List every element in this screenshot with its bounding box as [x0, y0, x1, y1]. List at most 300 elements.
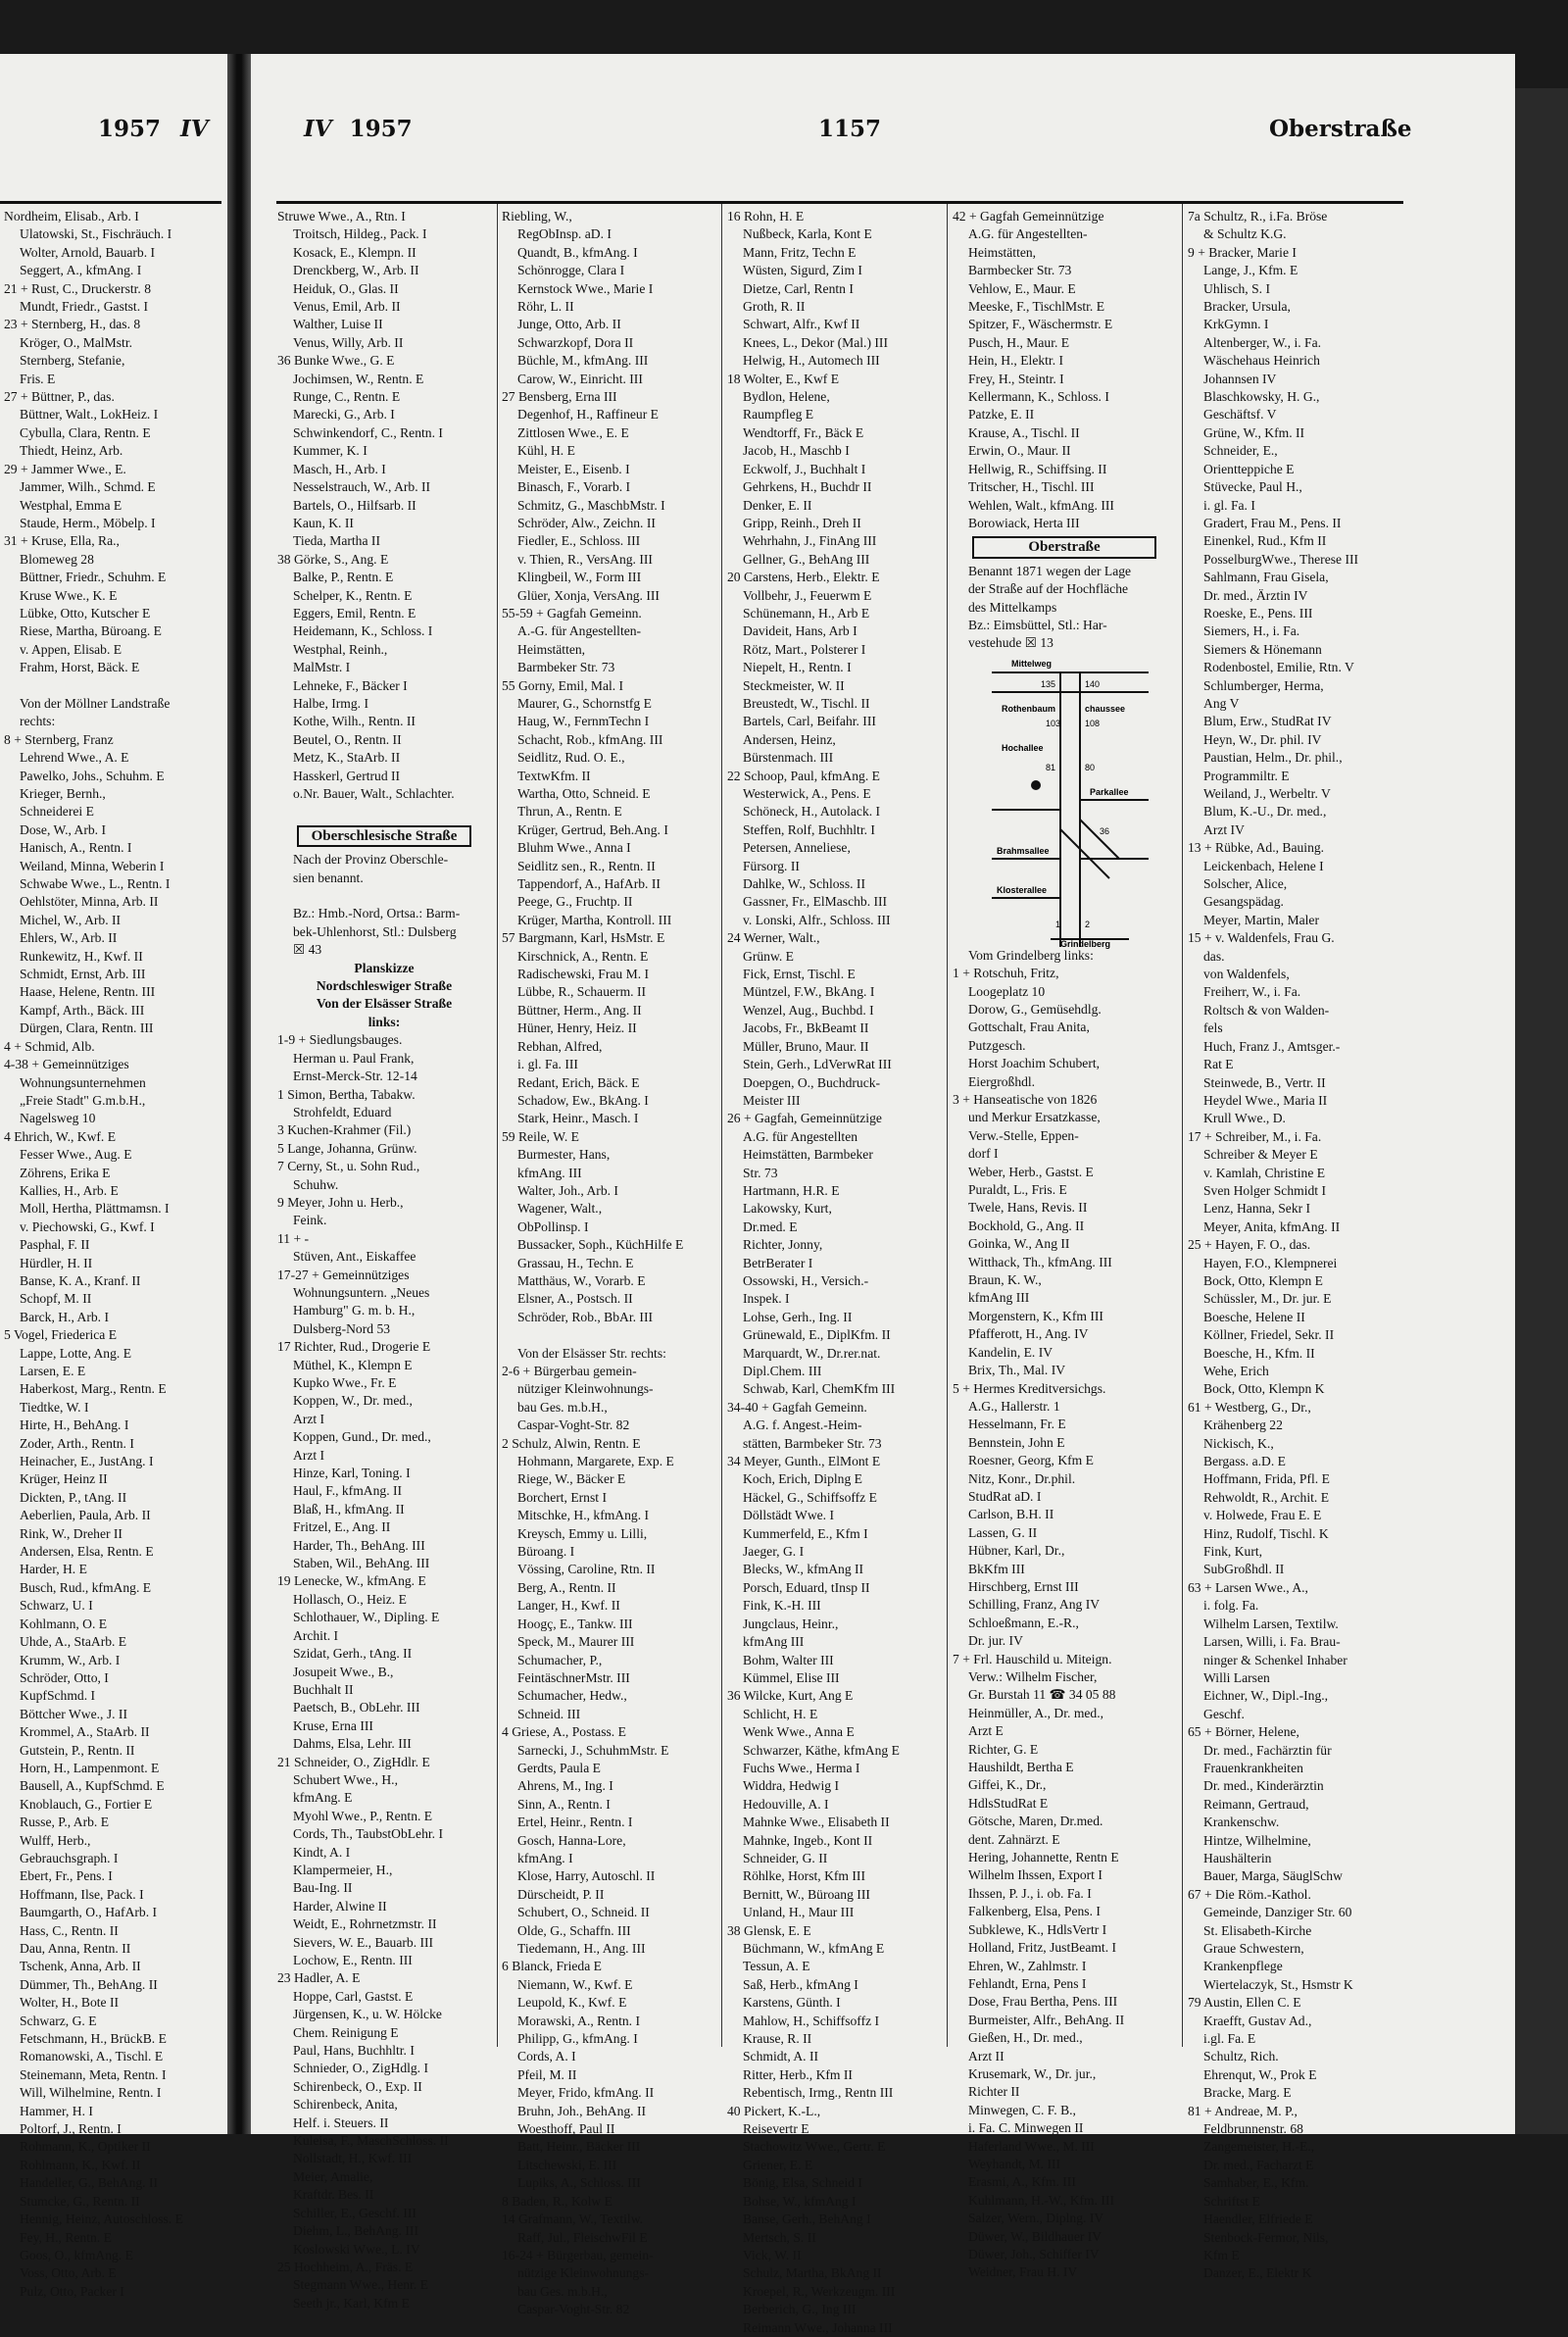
directory-entry: Krankenpflege	[1203, 1959, 1283, 1974]
directory-entry: Schadow, Ew., BkAng. I	[517, 1092, 649, 1108]
directory-entry: Dose, W., Arb. I	[20, 821, 106, 837]
directory-entry: 3 Kuchen-Krahmer (Fil.)	[277, 1122, 412, 1138]
directory-entry: Halbe, Irmg. I	[293, 695, 369, 711]
directory-entry: Walther, Luise II	[293, 317, 383, 332]
directory-entry: Koppen, W., Dr. med.,	[293, 1393, 413, 1409]
directory-entry: Rat E	[1203, 1057, 1234, 1072]
directory-entry: Leupold, K., Kwf. E	[517, 1995, 627, 2011]
directory-entry: Herman u. Paul Frank,	[293, 1050, 415, 1066]
directory-entry: Petersen, Anneliese,	[743, 840, 851, 856]
directory-entry: Vollbehr, J., Feuerwm E	[743, 587, 872, 603]
directory-entry: Dr. med., Fachärztin für	[1203, 1742, 1332, 1758]
directory-entry: Helf. i. Steuers. II	[293, 2114, 389, 2130]
directory-entry: Büttner, Walt., LokHeiz. I	[20, 407, 159, 423]
directory-entry: Schloeßmann, E.-R.,	[968, 1615, 1079, 1630]
directory-entry: Walter, Joh., Arb. I	[517, 1182, 618, 1198]
directory-entry: 16-24 + Bürgerbau, gemein-	[502, 2247, 654, 2262]
map-street-line	[1060, 829, 1109, 878]
directory-entry: Horst Joachim Schubert,	[968, 1056, 1101, 1071]
directory-entry: Cords, Th., TaubstObLehr. I	[293, 1826, 443, 1842]
directory-entry: 3 + Hanseatische von 1826	[953, 1092, 1098, 1107]
directory-entry: Wäschehaus Heinrich	[1203, 353, 1320, 369]
directory-entry: Heimstätten,	[517, 641, 586, 657]
directory-entry: Koslowski Wwe., L. IV	[293, 2241, 420, 2257]
directory-entry: Bau-Ing. II	[293, 1880, 353, 1896]
column-divider	[497, 204, 498, 2047]
directory-entry: Ahrens, M., Ing. I	[517, 1778, 613, 1794]
directory-entry: Ossowski, H., Versich.-	[743, 1272, 869, 1288]
directory-entry: Bz.: Hmb.-Nord, Ortsa.: Barm-	[293, 906, 461, 921]
directory-entry: Heinacher, E., JustAng. I	[20, 1454, 154, 1469]
directory-column-4	[953, 208, 1176, 2280]
directory-entry: Boesche, H., Kfm. II	[1203, 1345, 1315, 1361]
directory-entry: Niemann, W., Kwf. E	[517, 1976, 633, 1992]
directory-entry: Kellermann, K., Schloss. I	[968, 389, 1109, 405]
directory-entry: Fetschmann, H., BrückB. E	[20, 2031, 167, 2047]
directory-entry: Hinze, Karl, Toning. I	[293, 1466, 411, 1481]
directory-entry: Schneiderei E	[20, 804, 94, 820]
directory-entry: Horn, H., Lampenmont. E	[20, 1760, 160, 1775]
directory-entry: Sarnecki, J., SchuhmMstr. E	[517, 1742, 669, 1758]
directory-entry: Ritter, Herb., Kfm II	[743, 2066, 853, 2082]
directory-entry: Philipp, G., kfmAng. I	[517, 2031, 638, 2047]
directory-entry: Ehrenqut, W., Prok E	[1203, 2066, 1317, 2082]
directory-entry: Schwab, Karl, ChemKfm III	[743, 1381, 896, 1397]
directory-entry: Büttner, Herm., Ang. II	[517, 1002, 642, 1018]
directory-entry: Bracker, Ursula,	[1203, 299, 1291, 315]
directory-entry: Mann, Fritz, Techn E	[743, 244, 857, 260]
directory-entry: Müthel, K., Klempn E	[293, 1357, 413, 1372]
directory-entry: Grüne, W., Kfm. II	[1203, 424, 1305, 440]
directory-entry: Gehrkens, H., Buchdr II	[743, 479, 872, 495]
directory-entry: Morgenstern, K., Kfm III	[968, 1308, 1103, 1323]
directory-entry: Stachowitz Wwe., Gertr. E	[743, 2139, 886, 2155]
directory-entry: Meier, Amalie,	[293, 2168, 373, 2184]
directory-entry: Wolter, H., Bote II	[20, 1995, 120, 2011]
directory-entry: Fehlandt, Erna, Pens I	[968, 1975, 1087, 1991]
directory-entry: 17 Richter, Rud., Drogerie E	[277, 1339, 431, 1355]
directory-entry: Gassner, Fr., ElMaschb. III	[743, 894, 888, 910]
directory-entry: Einenkel, Rud., Kfm II	[1203, 533, 1327, 549]
directory-entry: Müller, Bruno, Maur. II	[743, 1038, 869, 1054]
directory-entry: Tritscher, H., Tischl. III	[968, 479, 1095, 495]
directory-entry: Tieda, Martha II	[293, 533, 380, 549]
directory-entry: Nickisch, K.,	[1203, 1435, 1274, 1451]
directory-entry: Fick, Ernst, Tischl. E	[743, 967, 856, 982]
directory-entry: Hayen, F.O., Klempnerei	[1203, 1255, 1338, 1270]
directory-entry: Fey, H., Rentn. E	[20, 2229, 112, 2245]
directory-entry: 5 + Hermes Kreditversichgs.	[953, 1380, 1106, 1396]
directory-entry: Schmidt, A. II	[743, 2049, 819, 2064]
directory-entry: Tiedemann, H., Ang. III	[517, 1941, 646, 1956]
directory-entry: Rodenbostel, Emilie, Rtn. V	[1203, 660, 1354, 675]
directory-entry: Krommel, A., StaArb. II	[20, 1724, 150, 1740]
directory-entry: Danzer, E., Elektr K	[1203, 2265, 1312, 2281]
directory-entry: StudRat aD. I	[968, 1488, 1042, 1504]
directory-entry: Kallies, H., Arb. E	[20, 1182, 119, 1198]
directory-entry: Berg, A., Rentn. II	[517, 1579, 616, 1595]
directory-entry: Freiherr, W., i. Fa.	[1203, 984, 1301, 1000]
directory-entry: 13 + Rübke, Ad., Bauing.	[1188, 840, 1325, 856]
directory-entry: Schwarzer, Käthe, kfmAng E	[743, 1742, 900, 1758]
directory-entry: Staude, Herm., Möbelp. I	[20, 515, 156, 530]
directory-entry: Hoffmann, Ilse, Pack. I	[20, 1886, 144, 1902]
directory-entry: Haushälterin	[1203, 1850, 1272, 1865]
directory-entry: Fink, Kurt,	[1203, 1544, 1263, 1560]
map-street-label: Grindelberg	[1060, 938, 1111, 949]
directory-entry: Bruhn, Joh., BehAng. II	[517, 2103, 647, 2118]
directory-entry: Riese, Martha, Büroang. E	[20, 623, 162, 639]
map-street-label: Rothenbaum	[1002, 703, 1055, 714]
directory-entry: Inspek. I	[743, 1291, 790, 1307]
directory-entry: 29 + Jammer Wwe., E.	[4, 461, 126, 476]
directory-entry: Kühl, H. E	[517, 443, 575, 459]
map-street-label: Brahmsallee	[997, 845, 1050, 856]
directory-entry: BetrBerater I	[743, 1255, 813, 1270]
directory-entry: Doepgen, O., Buchdruck-	[743, 1074, 881, 1090]
directory-entry: Lupiks, A., Schloss. III	[517, 2175, 641, 2191]
directory-entry: Röhlke, Horst, Kfm III	[743, 1868, 865, 1884]
directory-entry: Hering, Johannette, Rentn E	[968, 1850, 1119, 1865]
directory-entry: Carow, W., Einricht. III	[517, 371, 643, 386]
directory-entry: Borchert, Ernst I	[517, 1489, 607, 1505]
directory-entry: 24 Werner, Walt.,	[727, 930, 820, 946]
directory-entry: 18 Wolter, E., Kwf E	[727, 371, 840, 386]
directory-entry: Patzke, E. II	[968, 407, 1035, 423]
directory-entry: Schlothauer, W., Dipling. E	[293, 1610, 440, 1625]
directory-entry: Verw.-Stelle, Eppen-	[968, 1127, 1079, 1143]
right-header-rule	[276, 201, 1403, 204]
directory-entry: 23 + Sternberg, H., das. 8	[4, 317, 141, 332]
directory-entry: Dulsberg-Nord 53	[293, 1320, 391, 1336]
directory-entry: 5 Lange, Johanna, Grünw.	[277, 1140, 417, 1156]
directory-entry: Wenk Wwe., Anna E	[743, 1724, 855, 1740]
directory-entry: Quandt, B., kfmAng. I	[517, 244, 638, 260]
directory-entry: 21 Schneider, O., ZigHdlr. E	[277, 1754, 430, 1769]
directory-entry: Bluhm Wwe., Anna I	[517, 840, 631, 856]
directory-entry: Schlicht, H. E	[743, 1706, 818, 1721]
directory-entry: 57 Bargmann, Karl, HsMstr. E	[502, 930, 665, 946]
directory-entry: 65 + Börner, Helene,	[1188, 1724, 1299, 1740]
directory-entry: Blomeweg 28	[20, 551, 94, 567]
directory-entry: Putzgesch.	[968, 1037, 1026, 1053]
directory-entry: Schröder, Rob., BbAr. III	[517, 1309, 654, 1324]
directory-entry: Schirenbeck, Anita,	[293, 2097, 398, 2113]
directory-entry: Wagener, Walt.,	[517, 1201, 603, 1217]
directory-entry: Mahnke, Ingeb., Kont II	[743, 1832, 873, 1848]
directory-entry: Seidlitz sen., R., Rentn. II	[517, 858, 656, 873]
directory-entry: Steinwede, B., Vertr. II	[1203, 1074, 1326, 1090]
directory-entry: Dümmer, Th., BehAng. II	[20, 1976, 158, 1992]
directory-entry: Arzt IV	[1203, 821, 1245, 837]
directory-entry: Fris. E	[20, 371, 56, 386]
directory-column-3	[727, 208, 941, 2335]
directory-entry: Weber, Herb., Gastst. E	[968, 1164, 1094, 1179]
directory-entry: Redant, Erich, Bäck. E	[517, 1074, 640, 1090]
directory-entry: v. Piechowski, G., Kwf. I	[20, 1218, 155, 1234]
directory-entry: Roeske, E., Pens. III	[1203, 605, 1313, 621]
directory-entry: Tappendorf, A., HafArb. II	[517, 876, 661, 892]
directory-entry: Brix, Th., Mal. IV	[968, 1363, 1066, 1378]
directory-entry: Fiedler, E., Schloss. III	[517, 533, 641, 549]
directory-entry: Nordheim, Elisab., Arb. I	[4, 209, 139, 224]
directory-entry: Koch, Erich, Diplng E	[743, 1471, 862, 1487]
directory-entry: Woesthoff, Paul II	[517, 2121, 615, 2137]
directory-entry: Arzt I	[293, 1447, 325, 1463]
directory-entry: Banse, K. A., Kranf. II	[20, 1272, 141, 1288]
directory-entry: 19 Lenecke, W., kfmAng. E	[277, 1573, 426, 1589]
directory-entry: 40 Pickert, K.-L.,	[727, 2103, 821, 2118]
directory-entry: Braun, K. W.,	[968, 1272, 1042, 1288]
directory-entry: Altenberger, W., i. Fa.	[1203, 334, 1322, 350]
directory-entry: Gosch, Hanna-Lore,	[517, 1832, 626, 1848]
directory-entry: A.-G. für Angestellten-	[517, 623, 642, 639]
directory-entry: 9 + Bracker, Marie I	[1188, 244, 1297, 260]
directory-entry: BkKfm III	[968, 1561, 1025, 1576]
directory-entry: Glüer, Xonja, VersAng. III	[517, 587, 660, 603]
directory-entry: Tschenk, Anna, Arb. II	[20, 1959, 141, 1974]
directory-entry: Kruse, Erna III	[293, 1717, 373, 1733]
directory-entry: Vössing, Caroline, Rtn. II	[517, 1562, 656, 1577]
directory-entry: Düwer, Joh., Schiffer IV	[968, 2247, 1100, 2262]
directory-entry: Morawski, A., Rentn. I	[517, 2013, 640, 2028]
directory-entry: v. Appen, Elisab. E	[20, 641, 122, 657]
directory-entry: Lehrend Wwe., A. E	[20, 750, 129, 766]
directory-entry: 7a Schultz, R., i.Fa. Bröse	[1188, 209, 1328, 224]
directory-entry: stätten, Barmbeker Str. 73	[743, 1435, 882, 1451]
directory-entry: Matthäus, W., Vorarb. E	[517, 1272, 646, 1288]
directory-entry: Weidner, Frau H. IV	[968, 2264, 1078, 2280]
directory-entry: Schelper, K., Rentn. E	[293, 587, 413, 603]
directory-entry: 2-6 + Bürgerbau gemein-	[502, 1364, 637, 1378]
directory-entry: fels	[1203, 1020, 1223, 1036]
directory-entry: Roltsch & von Walden-	[1203, 1002, 1330, 1018]
directory-entry: Hübner, Karl, Dr.,	[968, 1543, 1065, 1559]
directory-entry: Mitschke, H., kfmAng. I	[517, 1508, 650, 1523]
directory-entry: Michel, W., Arb. II	[20, 912, 122, 927]
directory-entry: Grünewald, E., DiplKfm. II	[743, 1327, 891, 1343]
directory-entry: Str. 73	[743, 1165, 778, 1180]
directory-entry: & Schultz K.G.	[1203, 226, 1287, 242]
directory-entry: Kosack, E., Klempn. II	[293, 244, 416, 260]
directory-entry: Nitz, Konr., Dr.phil.	[968, 1470, 1076, 1486]
directory-entry: Schneider, E.,	[1203, 443, 1278, 459]
directory-entry: Staben, Wil., BehAng. III	[293, 1556, 430, 1571]
directory-entry: Harder, Alwine II	[293, 1898, 387, 1914]
directory-entry: Fesser Wwe., Aug. E	[20, 1147, 132, 1163]
directory-entry: Geschf.	[1203, 1706, 1245, 1721]
directory-entry: Mahlow, H., Schiffsoffz I	[743, 2013, 880, 2028]
directory-entry: Haug, W., FernmTechn I	[517, 714, 650, 729]
directory-entry: Wüsten, Sigurd, Zim I	[743, 263, 862, 278]
directory-entry: Vick, W. II	[743, 2247, 802, 2262]
directory-entry: Junge, Otto, Arb. II	[517, 317, 621, 332]
directory-entry: Pulz, Otto, Packer I	[20, 2283, 124, 2299]
directory-entry: Paetsch, B., ObLehr. III	[293, 1700, 420, 1715]
directory-entry: Ehren, W., Zahlmstr. I	[968, 1958, 1087, 1973]
directory-entry: Rohlmann, K., Kwf. II	[20, 2157, 141, 2172]
directory-entry: Kroepel, R., Werkzeugm. III	[743, 2283, 896, 2299]
directory-entry: Lübbe, R., Schauerm. II	[517, 984, 646, 1000]
directory-entry: Lübke, Otto, Kutscher E	[20, 605, 151, 621]
directory-entry: Cybulla, Clara, Rentn. E	[20, 424, 151, 440]
directory-entry: Erwin, O., Maur. II	[968, 443, 1071, 459]
directory-entry: Gottschalt, Frau Anita,	[968, 1019, 1090, 1035]
directory-entry: Jochimsen, W., Rentn. E	[293, 371, 424, 386]
directory-entry: Barmbeker Str. 73	[517, 660, 615, 675]
directory-entry: bek-Uhlenhorst, Stl.: Dulsberg	[293, 923, 457, 939]
directory-entry: nützige Kleinwohnungs-	[517, 2265, 650, 2281]
directory-entry: Berberich, G., Ing III	[743, 2302, 857, 2317]
directory-entry: Düwer, W., Bildhauer IV	[968, 2228, 1102, 2244]
section-heading: Nordschleswiger Straße	[316, 978, 453, 994]
directory-entry: Widdra, Hedwig I	[743, 1778, 839, 1794]
directory-entry: Russe, P., Arb. E	[20, 1815, 110, 1830]
directory-entry: 4-38 + Gemeinnütziges	[4, 1057, 129, 1072]
directory-entry: Dahlke, W., Schloss. II	[743, 876, 865, 892]
directory-entry: Schwarz, U. I	[20, 1598, 93, 1614]
directory-entry: Pawelko, Johs., Schuhm. E	[20, 768, 165, 783]
directory-entry: Büchle, M., kfmAng. III	[517, 353, 649, 369]
directory-entry: Breustedt, W., Tischl. II	[743, 695, 870, 711]
directory-entry: Dose, Frau Bertha, Pens. III	[968, 1994, 1118, 2010]
directory-entry: Kohlmann, O. E	[20, 1616, 108, 1631]
directory-entry: Dr.med. E	[743, 1218, 798, 1234]
directory-entry: Häckel, G., Schiffsoffz E	[743, 1489, 877, 1505]
directory-entry: Burmeister, Alfr., BehAng. II	[968, 2012, 1125, 2027]
directory-entry: Hintze, Wilhelmine,	[1203, 1832, 1311, 1848]
directory-entry: kfmAng. E	[293, 1790, 353, 1806]
directory-entry: Wenzel, Aug., Buchbd. I	[743, 1002, 874, 1018]
directory-entry: dent. Zahnärzt. E	[968, 1831, 1060, 1847]
directory-entry: ObPollinsp. I	[517, 1218, 589, 1234]
directory-entry: Banse, Gerh., BehAng I	[743, 2212, 871, 2227]
directory-entry: Uhlisch, S. I	[1203, 280, 1270, 296]
directory-entry: „Freie Stadt" G.m.b.H.,	[20, 1092, 146, 1108]
directory-entry: Sternberg, Stefanie,	[20, 353, 125, 369]
directory-entry: Spitzer, F., Wäschermstr. E	[968, 317, 1113, 332]
directory-entry: Gradert, Frau M., Pens. II	[1203, 515, 1342, 530]
directory-entry: 23 Hadler, A. E	[277, 1970, 361, 1986]
directory-entry: Oehlstöter, Minna, Arb. II	[20, 894, 159, 910]
directory-entry: Kampf, Arth., Bäck. III	[20, 1002, 145, 1018]
directory-entry: Karstens, Günth. I	[743, 1995, 841, 2011]
directory-entry: Degenhof, H., Raffineur E	[517, 407, 659, 423]
directory-entry: Aeberlien, Paula, Arb. II	[20, 1508, 151, 1523]
directory-entry: Pasphal, F. II	[20, 1237, 90, 1253]
directory-entry: Archit. I	[293, 1627, 339, 1643]
directory-entry: Schnieder, O., ZigHdlg. I	[293, 2061, 429, 2076]
map-street-line	[1080, 820, 1119, 859]
directory-entry: Zangemeister, H.-E.,	[1203, 2139, 1315, 2155]
directory-entry: Jaeger, G. I	[743, 1544, 805, 1560]
directory-entry: Dietze, Carl, Rentn I	[743, 280, 854, 296]
directory-entry: Meyer, Martin, Maler	[1203, 912, 1319, 927]
street-map-sketch	[953, 653, 1176, 947]
directory-entry: 55-59 + Gagfah Gemeinn.	[502, 605, 642, 621]
directory-entry: Thiedt, Heinz, Arb.	[20, 443, 123, 459]
map-house-number: 2	[1085, 919, 1091, 929]
directory-entry: Rohmann, K., Optiker II	[20, 2139, 151, 2155]
directory-entry: Ulatowski, St., Fischräuch. I	[20, 226, 172, 242]
directory-entry: Von der Elsässer Str. rechts:	[517, 1345, 666, 1361]
directory-entry: A.G., Hallerstr. 1	[968, 1398, 1060, 1414]
directory-entry: Runkewitz, H., Kwf. II	[20, 948, 143, 964]
directory-column-2	[502, 208, 715, 2317]
directory-entry: Klingbeil, W., Form III	[517, 570, 642, 585]
directory-entry: Feldbrunnenstr. 68	[1203, 2121, 1303, 2137]
directory-entry: Wilhelm Ihssen, Export I	[968, 1867, 1102, 1883]
map-street-label: chaussee	[1085, 703, 1126, 714]
directory-entry: Johannsen IV	[1203, 371, 1277, 386]
directory-entry: Schmidt, Ernst, Arb. III	[20, 967, 146, 982]
directory-entry: Carlson, B.H. II	[968, 1507, 1054, 1522]
directory-entry: Myohl Wwe., P., Rentn. E	[293, 1808, 433, 1823]
directory-entry: Poltorf, J., Rentn. I	[20, 2121, 122, 2137]
directory-entry: Jacob, H., Maschb I	[743, 443, 850, 459]
directory-entry: Larsen, E. E	[20, 1364, 86, 1378]
directory-entry: Jacobs, Fr., BkBeamt II	[743, 1020, 869, 1036]
directory-entry: Heimstätten, Barmbeker	[743, 1147, 873, 1163]
directory-entry: kfmAng III	[968, 1290, 1030, 1306]
directory-entry: Buchhalt II	[293, 1681, 354, 1697]
directory-entry: 7 + Frl. Hauschild u. Miteign.	[953, 1651, 1112, 1666]
directory-entry: Maurer, G., Schornstfg E	[517, 695, 652, 711]
directory-entry: Reimann Wwe., Johanna III	[743, 2319, 893, 2335]
directory-entry: Rötz, Mart., Polsterer I	[743, 641, 866, 657]
directory-entry: Ang V	[1203, 695, 1240, 711]
directory-entry: Kummerfeld, E., Kfm I	[743, 1525, 868, 1541]
directory-entry: 11 + -	[277, 1230, 310, 1246]
directory-entry: Paustian, Helm., Dr. phil.,	[1203, 750, 1343, 766]
directory-entry: Seggert, A., kfmAng. I	[20, 263, 142, 278]
directory-entry: Helwig, H., Automech III	[743, 353, 880, 369]
directory-entry: ninger & Schenkel Inhaber	[1203, 1652, 1348, 1667]
directory-entry: Samhaber, E., Kfm.	[1203, 2175, 1309, 2191]
directory-entry: 7 Cerny, St., u. Sohn Rud.,	[277, 1159, 420, 1174]
directory-entry: Lassen, G. II	[968, 1524, 1038, 1540]
directory-entry: 8 Baden, R., Kolw E	[502, 2193, 612, 2209]
directory-entry: Heiduk, O., Glas. II	[293, 280, 399, 296]
directory-entry: Schwart, Alfr., Kwf II	[743, 317, 860, 332]
directory-entry: Davideit, Hans, Arb I	[743, 623, 858, 639]
directory-entry: Weiland, J., Werbeltr. V	[1203, 786, 1331, 801]
directory-entry: Szidat, Gerh., tAng. II	[293, 1646, 413, 1662]
directory-entry: i. folg. Fa.	[1203, 1598, 1259, 1614]
directory-entry: RegObInsp. aD. I	[517, 226, 612, 242]
directory-entry: Stegmann Wwe., Henr. E	[293, 2277, 428, 2293]
directory-entry: Tiedtke, W. I	[20, 1399, 89, 1415]
directory-entry: Olde, G., Schaffn. III	[517, 1922, 631, 1938]
directory-entry: Wehrhahn, J., FinAng III	[743, 533, 877, 549]
directory-entry: Eichner, W., Dipl.-Ing.,	[1203, 1688, 1329, 1704]
directory-entry: 27 Bensberg, Erna III	[502, 389, 617, 405]
directory-entry: Schumacher, P.,	[517, 1652, 603, 1667]
directory-entry: bau Ges. m.b.H.,	[517, 1399, 608, 1415]
directory-entry: 5 Vogel, Friederica E	[4, 1327, 118, 1343]
directory-entry: Von der Möllner Landstraße	[20, 695, 171, 711]
street-map-svg	[953, 653, 1168, 947]
directory-entry: Krüger, Gertrud, Beh.Ang. I	[517, 821, 668, 837]
directory-entry: 25 Hochheim, A., Fräs. E	[277, 2259, 414, 2274]
directory-entry: 17 + Schreiber, M., i. Fa.	[1188, 1128, 1322, 1144]
directory-entry: v. Kamlah, Christine E	[1203, 1165, 1326, 1180]
directory-entry: Diehm, L., BehAng. III	[293, 2223, 418, 2239]
directory-entry: Lakowsky, Kurt,	[743, 1201, 832, 1217]
directory-entry: KrkGymn. I	[1203, 317, 1269, 332]
directory-entry: Orientteppiche E	[1203, 461, 1295, 476]
directory-entry: Schacht, Rob., kfmAng. III	[517, 731, 663, 747]
